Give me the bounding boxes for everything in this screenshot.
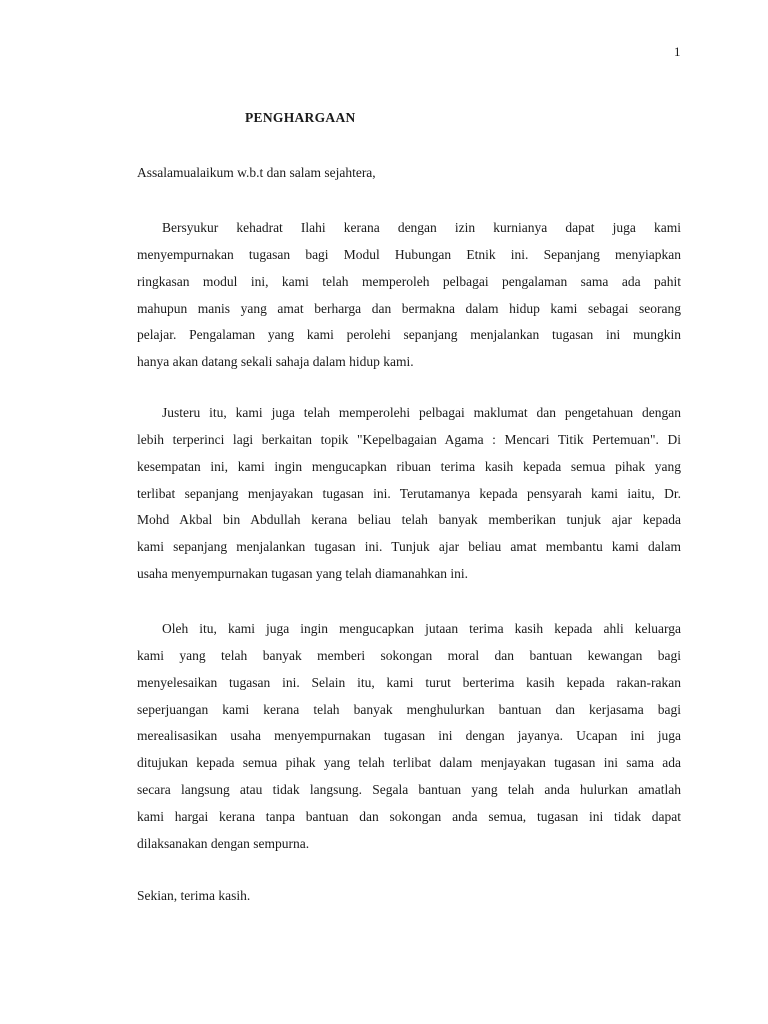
text-line: terlibat sepanjang menjayakan tugasan ini. Terutamanya kepada pensyarah kami iaitu, Dr. [137,485,681,501]
closing-text: Sekian, terima kasih. [137,888,251,903]
text-line: secara langsung atau tidak langsung. Segala bantuan yang telah anda hulurkan amatlah [137,782,681,798]
greeting: Assalamualaikum w.b.t dan salam sejahtera, [137,165,376,180]
text-line: seperjuangan kami kerana telah banyak menghulurkan bantuan dan kerjasama bagi [137,701,681,717]
text-line: merealisasikan usaha menyempurnakan tugasan ini dengan jayanya. Ucapan ini juga [137,728,681,744]
text-line: menyelesaikan tugasan ini. Selain itu, kami turut berterima kasih kepada rakan-rakan [137,674,681,690]
text-line: ringkasan modul ini, kami telah memperoleh pelbagai pengalaman sama ada pahit [137,273,681,289]
text-line: menyempurnakan tugasan bagi Modul Hubungan Etnik ini. Sepanjang menyiapkan [137,246,681,262]
paragraph-2 [137,404,681,592]
paragraph-1 [137,219,681,380]
text-line: kami hargai kerana tanpa bantuan dan sokongan anda semua, tugasan ini tidak dapat [137,808,681,824]
text-line: Justeru itu, kami juga telah memperolehi pelbagai maklumat dan pengetahuan dengan [162,405,681,420]
text-line: Bersyukur kehadrat Ilahi kerana dengan izin kurnianya dapat juga kami [162,220,681,235]
text-line: kami sepanjang menjalankan tugasan ini. Tunjuk ajar beliau amat membantu kami dalam [137,539,681,555]
text-line: lebih terperinci lagi berkaitan topik "Kepelbagaian Agama : Mencari Titik Pertemuan". Di [137,431,681,447]
text-line: ditujukan kepada semua pihak yang telah terlibat dalam menjayakan tugasan ini sama ada [137,755,681,771]
text-line: kesempatan ini, kami ingin mengucapkan ribuan terima kasih kepada semua pihak yang [137,458,681,474]
text-line: Mohd Akbal bin Abdullah kerana beliau telah banyak memberikan tunjuk ajar kepada [137,512,681,528]
page-number: 1 [674,44,681,59]
text-line: pelajar. Pengalaman yang kami perolehi sepanjang menjalankan tugasan ini mungkin [137,327,681,343]
text-line: mahupun manis yang amat berharga dan bermakna dalam hidup kami sebagai seorang [137,300,681,316]
text-line: usaha menyempurnakan tugasan yang telah diamanahkan ini. [137,566,469,582]
text-line: kami yang telah banyak memberi sokongan moral dan bantuan kewangan bagi [137,647,681,663]
page-title: PENGHARGAAN [245,110,356,125]
text-line: Oleh itu, kami juga ingin mengucapkan jutaan terima kasih kepada ahli keluarga [162,621,681,636]
text-line: hanya akan datang sekali sahaja dalam hidup kami. [137,354,414,370]
paragraph-3 [137,620,681,862]
text-line: dilaksanakan dengan sempurna. [137,835,310,851]
